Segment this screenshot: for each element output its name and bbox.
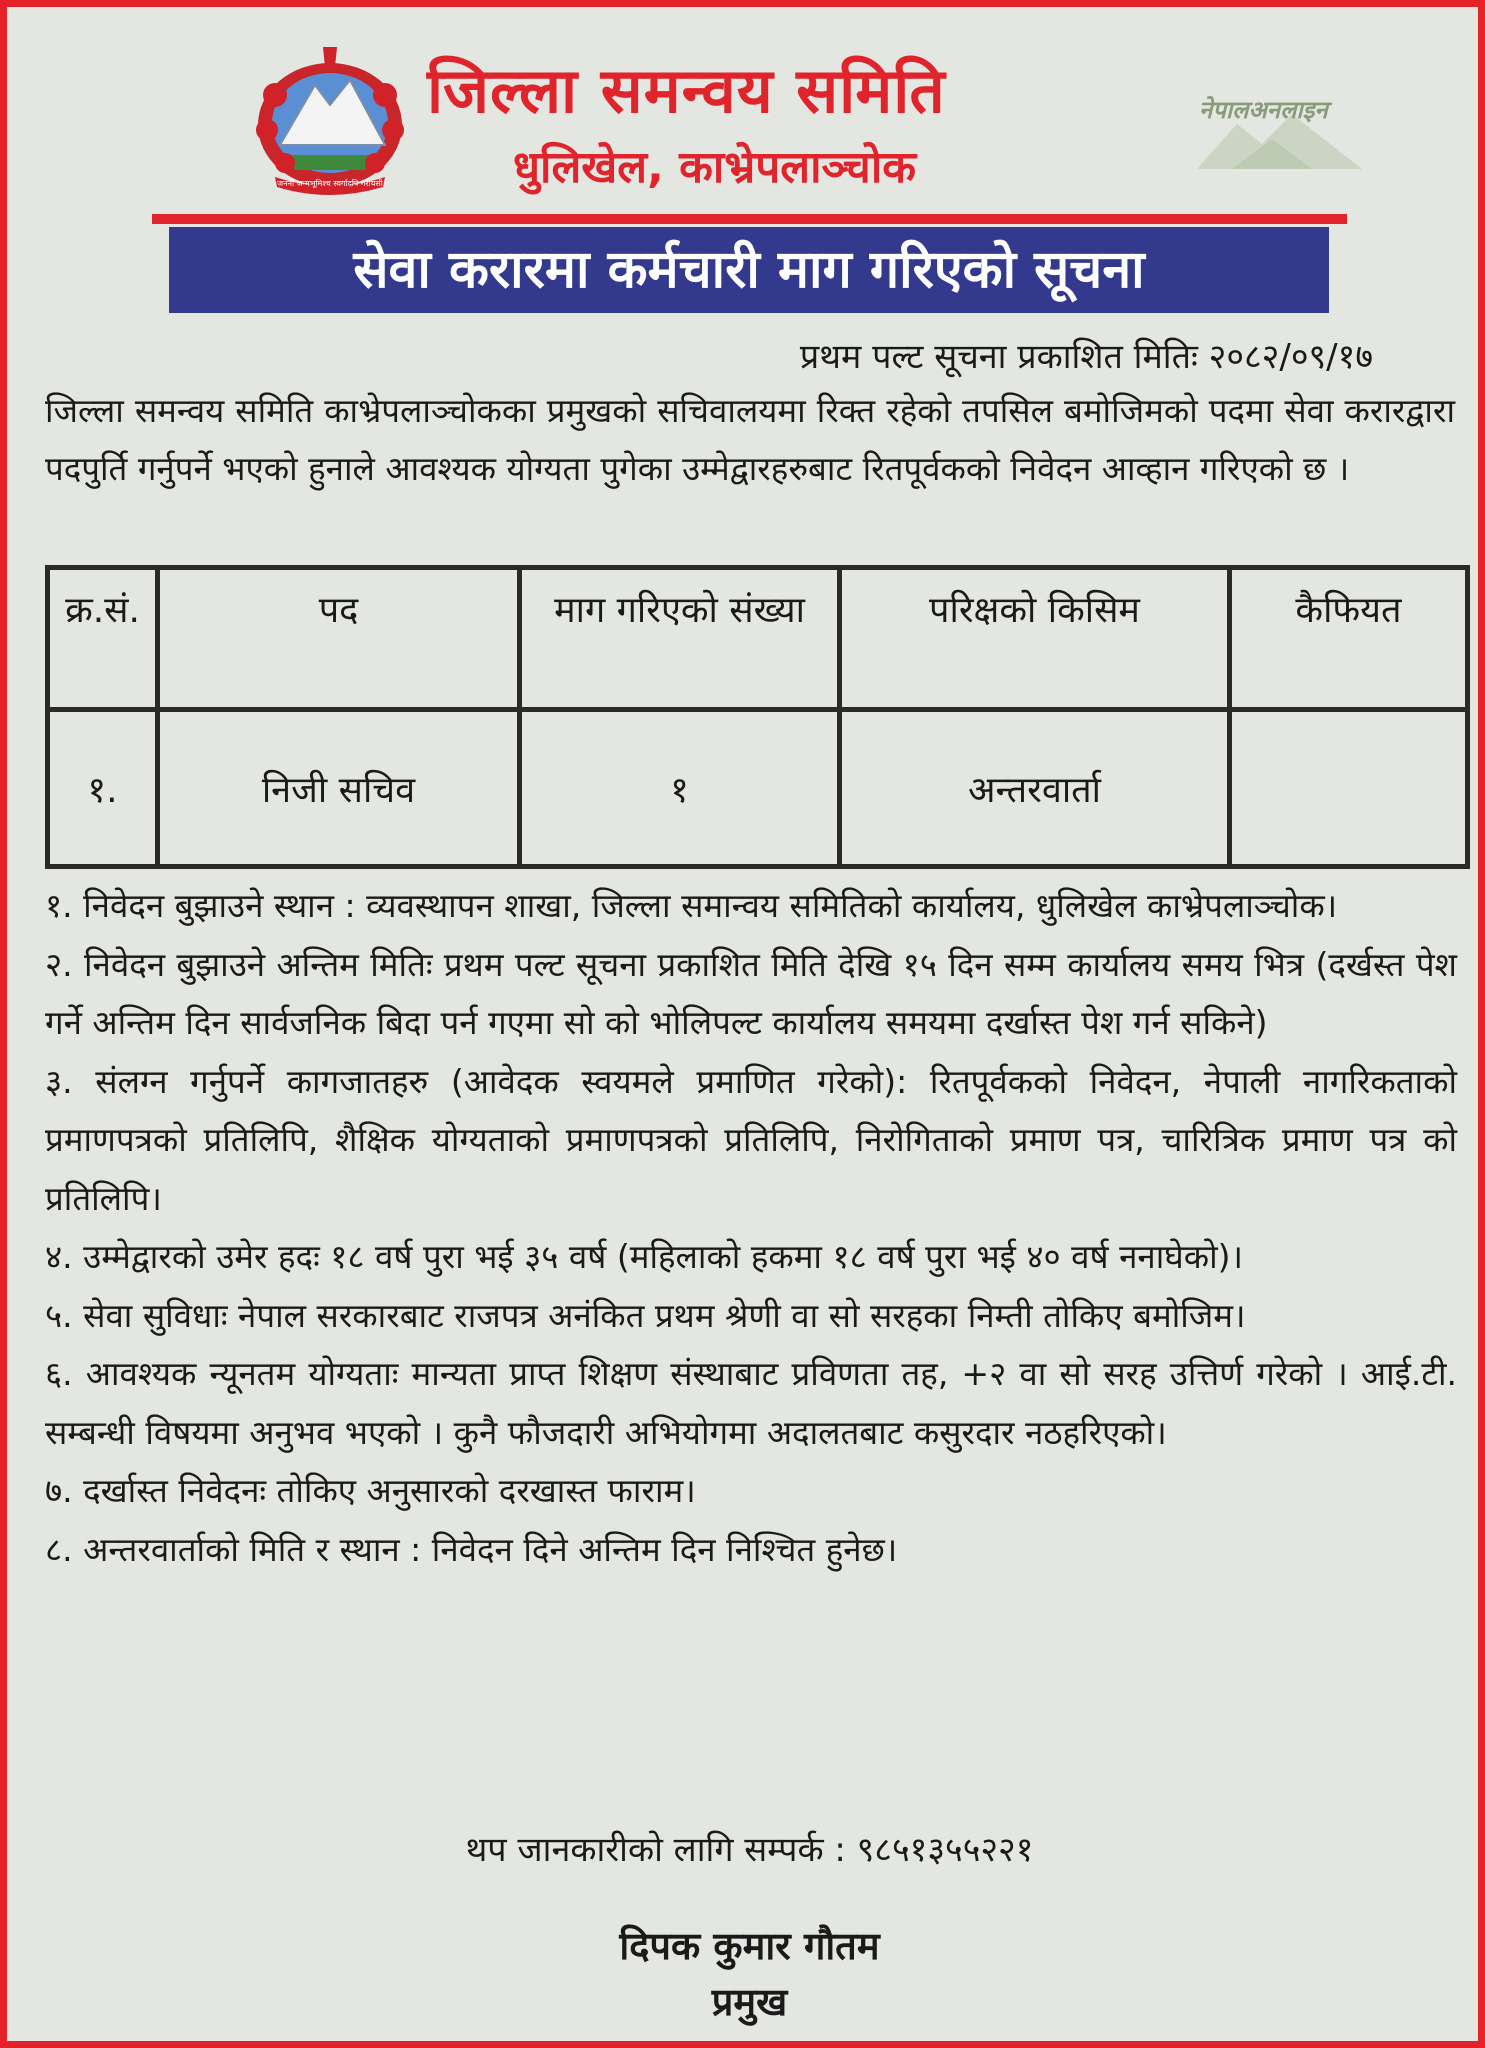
cell-exam: अन्तरवार्ता xyxy=(840,710,1230,867)
vacancy-table xyxy=(45,565,1470,869)
office-subtitle: धुलिखेल, काभ्रेपलाञ्चोक xyxy=(513,142,917,193)
signatory-name: दिपक कुमार गौतम xyxy=(619,1924,880,1968)
condition-item: ८. अन्तरवार्ताको मिति र स्थान : निवेदन दिने अन्तिम दिन निश्चित हुनेछ। xyxy=(45,1529,898,1569)
col-header-sn: क्र.सं. xyxy=(48,568,158,710)
condition-item: ४. उम्मेद्वारको उमेर हदः १८ वर्ष पुरा भई ३५ वर्ष (महिलाको हकमा १८ वर्ष पुरा भई ४० वर्ष ननाघेको)। xyxy=(45,1237,1244,1276)
publish-date: प्रथम पल्ट सूचना प्रकाशित मितिः २०८२/०९/१७ xyxy=(799,337,1373,377)
office-title: जिल्ला समन्वय समिति xyxy=(427,54,946,127)
cell-count: १ xyxy=(520,710,840,867)
col-header-exam: परिक्षको किसिम xyxy=(840,568,1230,710)
col-header-count: माग गरिएको संख्या xyxy=(520,568,840,710)
condition-item: २. निवेदन बुझाउने अन्तिम मितिः प्रथम पल्ट सूचना प्रकाशित मिति देखि १५ दिन सम्म कार्यालय समय भित्र (दर्खस्त पेश गर्ने अन्तिम दिन सार्वजनिक बिदा पर्न गएमा सो को भोलिपल्ट कार्यालय समयमा दर्खास्त पेश गर्न सकिने) xyxy=(45,944,1457,1042)
watermark-text: नेपालअनलाइन xyxy=(1199,96,1328,124)
notice-banner: सेवा करारमा कर्मचारी माग गरिएको सूचना xyxy=(169,227,1329,313)
cell-remarks xyxy=(1230,710,1468,867)
cell-sn: १. xyxy=(48,710,158,867)
col-header-post: पद xyxy=(158,568,520,710)
conditions-list xyxy=(45,877,1457,1579)
intro-paragraph: जिल्ला समन्वय समिति काभ्रेपलाञ्चोकका प्रमुखको सचिवालयमा रिक्त रहेको तपसिल बमोजिमको पदमा सेवा करारद्वारा पदपुर्ति गर्नुपर्ने भएको हुनाले आवश्यक योग्यता पुगेका उम्मेद्वारहरुबाट रितपूर्वकको निवेदन आव्हान गरिएको छ । xyxy=(45,391,1455,488)
col-header-remarks: कैफियत xyxy=(1230,568,1468,710)
condition-item: १. निवेदन बुझाउने स्थान : व्यवस्थापन शाखा, जिल्ला समान्वय समितिको कार्यालय, धुलिखेल काभ्रेपलाञ्चोक। xyxy=(45,886,1338,925)
header-divider xyxy=(152,214,1347,224)
cell-post: निजी सचिव xyxy=(158,710,520,867)
condition-item: ६. आवश्यक न्यूनतम योग्यताः मान्यता प्राप्त शिक्षण संस्थाबाट प्रविणता तह, +२ वा सो सरह उत्तिर्ण गरेको । आई.टी. सम्बन्धी विषयमा अनुभव भएको । कुनै फौजदारी अभियोगमा अदालतबाट कसुरदार नठहरिएको। xyxy=(45,1354,1457,1452)
signatory-title: प्रमुख xyxy=(711,1980,788,2024)
table-row xyxy=(48,710,1468,867)
condition-item: ७. दर्खास्त निवेदनः तोकिए अनुसारको दरखास्त फाराम। xyxy=(45,1471,696,1510)
nepal-emblem-icon xyxy=(245,45,415,195)
condition-item: ३. संलग्न गर्नुपर्ने कागजातहरु (आवेदक स्वयमले प्रमाणित गरेको): रितपूर्वकको निवेदन, नेपाली नागरिकताको प्रमाणपत्रको प्रतिलिपि, शैक्षिक योग्यताको प्रमाणपत्रको प्रतिलिपि, निरोगिताको प्रमाण पत्र, चारित्रिक प्रमाण पत्र को प्रतिलिपि। xyxy=(45,1061,1457,1218)
emblem-caption: जननी जन्मभूमिश्च स्वर्गादपि गरीयसी xyxy=(277,179,383,188)
table-header-row xyxy=(48,568,1468,710)
contact-line: थप जानकारीको लागि सम्पर्क : ९८५१३५५२२१ xyxy=(465,1830,1034,1870)
condition-item: ५. सेवा सुविधाः नेपाल सरकारबाट राजपत्र अनंकित प्रथम श्रेणी वा सो सरहका निम्ती तोकिए बमोजिम। xyxy=(45,1295,1246,1335)
